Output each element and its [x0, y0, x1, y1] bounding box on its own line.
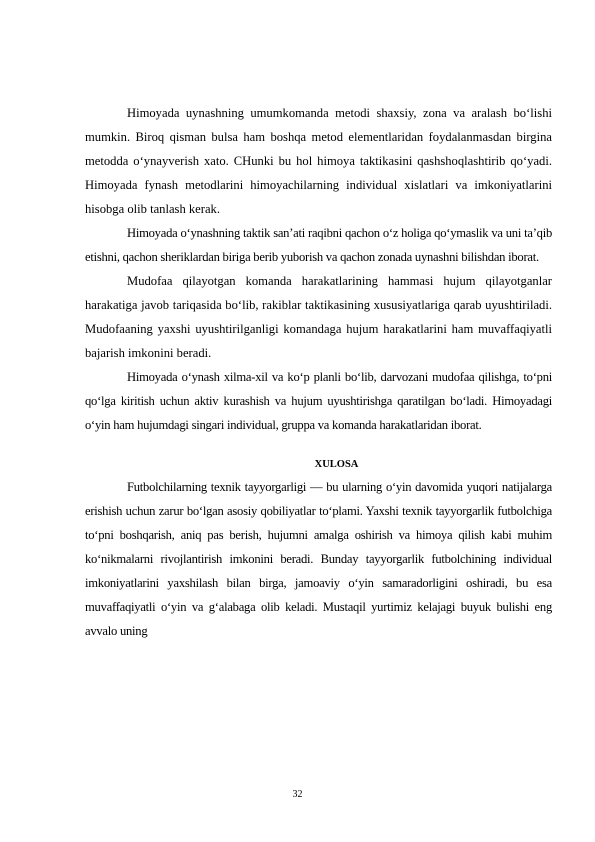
- paragraph-defense-methods: Himoyada uynashning umumkomanda metodi shaxsiy, zona va aralash bo‘lishi mumkin. Biroq qisman bulsa ham boshqa metod elementlaridan foydalanmasdan birgina metodda o‘ynayverish xato. CHunki bu hol himoya taktikasini qashshoqlashtirib qo‘yadi. Himoyada fynash metodlarini himoyachilarning individual xislatlari va imkoniyatlarini hisobga olib tanlash kerak.: [85, 106, 552, 216]
- document-page: [85, 101, 552, 643]
- page-number: 32: [292, 789, 303, 800]
- paragraph-tactical-art: Himoyada o‘ynashning taktik san’ati raqibni qachon o‘z holiga qo‘ymaslik va uni ta’qib etishni, qachon sheriklardan biriga berib yuborish va qachon zonada uynashni bilishdan iborat.: [85, 226, 552, 264]
- paragraph-defense-play: Himoyada o‘ynash xilma-xil va ko‘p planli bo‘lib, darvozani mudofaa qilishga, to‘pni qo‘lga kiritish uchun aktiv kurashish va hujum uyushtirishga qaratilgan bo‘ladi. Himoyadagi o‘yin ham hujumdagi singari individual, gruppa va komanda harakatlaridan iborat.: [85, 370, 552, 432]
- paragraph-conclusion: Futbolchilarning texnik tayyorgarligi — bu ularning o‘yin davomida yuqori natijalarga erishish uchun zarur bo‘lgan asosiy qobiliyatlar to‘plami. Yaxshi texnik tayyorgarlik futbolchiga to‘pni boshqarish, aniq pas berish, hujumni amalga oshirish va himoya qilish kabi muhim ko‘nikmalarni rivojlantirish imkonini beradi. Bunday tayyorgarlik futbolchining individual imkoniyatlarini yaxshilash bilan birga, jamoaviy o‘yin samaradorligini oshiradi, bu esa muvaffaqiyatli o‘yin va g‘alabaga olib keladi. Mustaqil yurtimiz kelajagi buyuk bulishi eng avvalo uning: [85, 480, 552, 638]
- paragraph-defending-team: Mudofaa qilayotgan komanda harakatlarining hammasi hujum qilayotganlar harakatiga javob tariqasida bo‘lib, rakiblar taktikasining xususiyatlariga qarab uyushtiriladi. Mudofaaning yaxshi uyushtirilganligi komandaga hujum harakatlarini ham muvaffaqiyatli bajarish imkonini beradi.: [85, 274, 552, 360]
- section-heading: XULOSA: [314, 459, 359, 470]
